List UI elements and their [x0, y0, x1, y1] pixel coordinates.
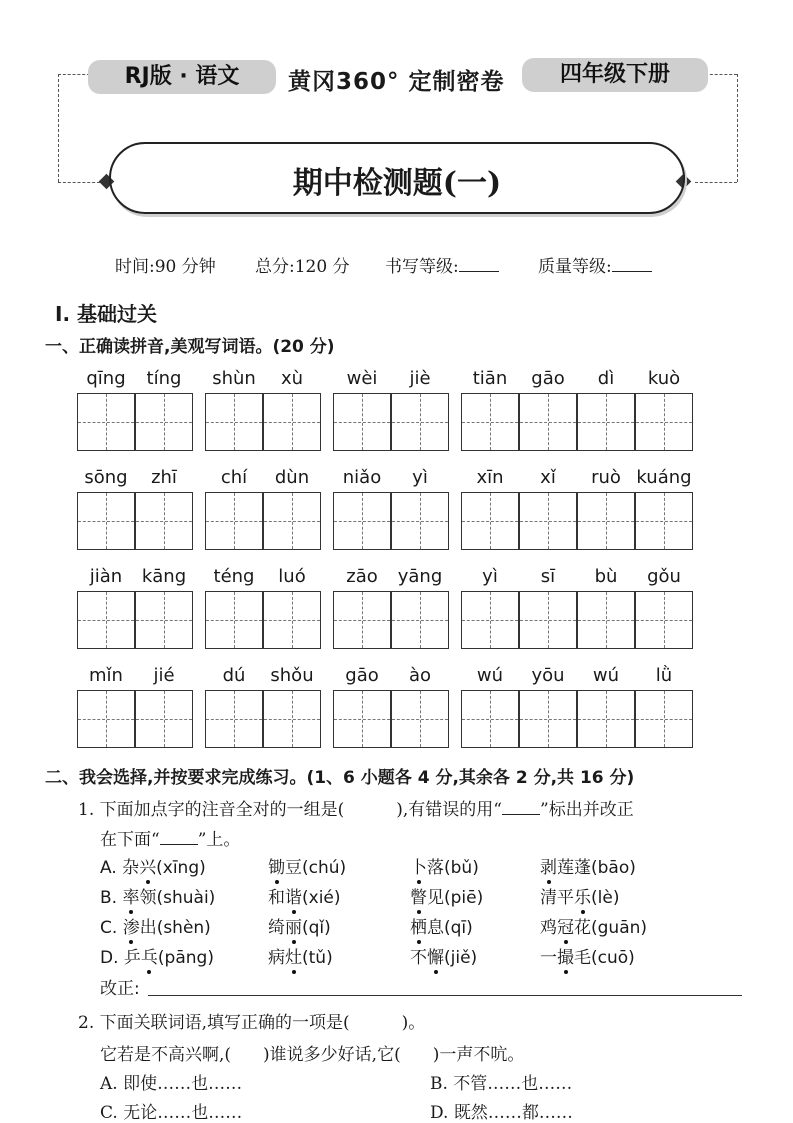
dotted-char: 渗 [122, 918, 140, 938]
pinyin-label: sōng [84, 467, 128, 488]
writing-box[interactable] [635, 591, 693, 649]
pinyin-label: sī [540, 566, 556, 587]
option-pinyin: (jiě) [444, 948, 478, 968]
writing-box[interactable] [135, 690, 193, 748]
writing-box[interactable] [461, 690, 519, 748]
q2-1-option-b[interactable] [100, 883, 215, 908]
dotted-char: 卜 [410, 858, 427, 878]
sentence-part-c: )一声不吭。 [432, 1045, 525, 1065]
q2-1-stem-part-e: ”上。 [197, 830, 241, 850]
q2-2-stem [78, 1008, 425, 1033]
option-word: 息 [427, 918, 444, 938]
writing-box[interactable] [205, 393, 263, 451]
dotted-char: 锄 [268, 858, 285, 878]
sentence-part-a: 它若是不高兴啊,( [100, 1045, 232, 1065]
q2-1-option-c[interactable] [100, 913, 211, 938]
writing-box[interactable] [519, 591, 577, 649]
option-label: B. [100, 888, 118, 908]
pinyin-label: zāo [346, 566, 378, 587]
writing-box[interactable] [135, 393, 193, 451]
writing-box[interactable] [205, 591, 263, 649]
q2-1-option-c-2 [268, 913, 331, 938]
pinyin-label: yāng [397, 566, 443, 587]
q2-1-option-b-4 [540, 883, 619, 908]
pinyin-label: yōu [531, 665, 565, 686]
option-pinyin: (piē) [444, 888, 484, 908]
sentence-part-b: )谁说多少好话,它( [263, 1045, 401, 1065]
pinyin-label: xù [280, 368, 304, 389]
pinyin-label: tíng [146, 368, 182, 389]
writing-box[interactable] [263, 591, 321, 649]
pinyin-label: ào [408, 665, 432, 686]
option-word: 杂 [122, 858, 140, 878]
pinyin-label: wèi [346, 368, 378, 389]
pinyin-label: gāo [345, 665, 379, 686]
q2-2-option-c[interactable]: C. 无论……也…… [100, 1103, 243, 1123]
q2-2-option-d[interactable]: D. 既然……都…… [430, 1103, 573, 1123]
option-word: 和 [268, 888, 285, 908]
question-1-heading: 一、正确读拼音,美观写词语。(20 分) [45, 337, 335, 357]
option-pinyin: (xié) [302, 888, 341, 908]
option-pinyin: (bāo) [591, 858, 636, 878]
writing-box[interactable] [635, 492, 693, 550]
writing-box[interactable] [263, 492, 321, 550]
q2-1-option-b-3 [410, 883, 483, 908]
dotted-char: 灶 [285, 948, 302, 968]
dotted-char: 乓 [140, 948, 158, 968]
option-word: 花 [574, 918, 591, 938]
pinyin-label: zhī [151, 467, 177, 488]
writing-box[interactable] [577, 393, 635, 451]
pinyin-label: yì [482, 566, 498, 587]
section-title: Ⅰ. 基础过关 [55, 302, 158, 326]
quality-grade-blank[interactable] [612, 255, 652, 272]
option-word: 豆 [285, 858, 302, 878]
pinyin-label: wú [592, 665, 620, 686]
writing-box[interactable] [77, 690, 135, 748]
writing-box[interactable] [519, 690, 577, 748]
option-word: 莲蓬 [557, 858, 591, 878]
pinyin-label: chí [220, 467, 248, 488]
option-pinyin: (shuài) [156, 888, 216, 908]
option-pinyin: (qǐ) [302, 918, 331, 938]
option-word: 鸡 [540, 918, 557, 938]
pinyin-label: bù [594, 566, 618, 587]
writing-box[interactable] [391, 492, 449, 550]
q2-1-option-c-3 [410, 913, 473, 938]
option-word: 毛 [574, 948, 591, 968]
q2-1-option-a-3 [410, 853, 479, 878]
pinyin-label: tiān [472, 368, 508, 389]
q2-2-stem-part-b: )。 [401, 1013, 426, 1033]
header-dash-left-bottom [58, 182, 100, 183]
writing-box[interactable] [77, 591, 135, 649]
option-word: 乒 [123, 948, 141, 968]
dotted-char: 剥 [540, 858, 557, 878]
writing-box[interactable] [205, 690, 263, 748]
q2-1-option-c-4 [540, 913, 647, 938]
option-pinyin: (qī) [444, 918, 473, 938]
writing-box[interactable] [461, 492, 519, 550]
dotted-char: 兴 [139, 858, 157, 878]
writing-box[interactable] [333, 591, 391, 649]
q2-1-stem-part-c: ”标出并改正 [540, 800, 634, 820]
dotted-char: 懈 [427, 948, 444, 968]
dotted-char: 撮 [557, 948, 574, 968]
quality-grade-label: 质量等级: [538, 257, 612, 277]
pinyin-label: kāng [141, 566, 187, 587]
writing-box[interactable] [461, 393, 519, 451]
q2-1-option-a-2 [268, 853, 346, 878]
pinyin-label: jiàn [89, 566, 123, 587]
dotted-char: 冠 [557, 918, 574, 938]
pinyin-label: qīng [86, 368, 126, 389]
q2-2-sentence [100, 1040, 524, 1065]
writing-box[interactable] [391, 393, 449, 451]
pinyin-label: shùn [212, 368, 256, 389]
header-dash-left-vert [58, 74, 59, 182]
dotted-char: 率 [122, 888, 140, 908]
q2-1-stem-part-a: 1. 下面加点字的注音全对的一组是( [78, 800, 345, 820]
page-title: 期中检测题(一) [292, 166, 502, 201]
option-pinyin: (shèn) [156, 918, 211, 938]
q2-1-stem-part-b: ),有错误的用“ [396, 800, 502, 820]
time-limit: 时间:90 分钟 [115, 257, 216, 277]
option-pinyin: (pāng) [157, 948, 214, 968]
writing-box[interactable] [135, 492, 193, 550]
option-pinyin: (tǔ) [302, 948, 333, 968]
header-dash-right-vert [737, 74, 738, 182]
dotted-char: 瞥 [410, 888, 427, 908]
q2-2-option-a[interactable]: A. 即使……也…… [100, 1074, 243, 1094]
correction-line[interactable] [148, 995, 742, 996]
writing-box[interactable] [263, 393, 321, 451]
writing-box[interactable] [333, 492, 391, 550]
writing-box[interactable] [635, 690, 693, 748]
question-2-heading: 二、我会选择,并按要求完成练习。(1、6 小题各 4 分,其余各 2 分,共 16 分) [45, 768, 635, 788]
q2-2-option-b[interactable]: B. 不管……也…… [430, 1074, 573, 1094]
writing-box[interactable] [577, 492, 635, 550]
pinyin-label: gǒu [647, 566, 681, 587]
header-dash-right-top [705, 74, 737, 75]
writing-box[interactable] [635, 393, 693, 451]
writing-box[interactable] [333, 690, 391, 748]
option-label: D. [100, 948, 119, 968]
q2-1-stem-line2 [100, 825, 240, 850]
option-word: 病 [268, 948, 285, 968]
pinyin-label: yì [412, 467, 428, 488]
writing-box[interactable] [391, 690, 449, 748]
pinyin-label: kuáng [636, 467, 692, 488]
writing-box[interactable] [577, 591, 635, 649]
option-pinyin: (cuō) [591, 948, 635, 968]
pinyin-label: luó [278, 566, 306, 587]
option-pinyin: (xīng) [156, 858, 206, 878]
writing-grade-label: 书写等级: [385, 257, 459, 277]
q2-1-option-a-4 [540, 853, 636, 878]
option-word: 出 [139, 918, 157, 938]
writing-box[interactable] [461, 591, 519, 649]
writing-box[interactable] [577, 690, 635, 748]
q2-1-option-d-4 [540, 943, 635, 968]
q2-1-correct-blank [160, 828, 198, 845]
option-word: 一 [540, 948, 557, 968]
writing-box[interactable] [519, 492, 577, 550]
q2-2-stem-part-a: 2. 下面关联词语,填写正确的一项是( [78, 1013, 350, 1033]
option-word: 落 [427, 858, 444, 878]
writing-box[interactable] [77, 492, 135, 550]
header-dash-right-bottom [695, 182, 737, 183]
option-word: 不 [410, 948, 427, 968]
title-frame [109, 142, 685, 214]
writing-grade [385, 252, 499, 277]
pinyin-label: ruò [591, 467, 621, 488]
q2-1-stem-part-d: 在下面“ [100, 830, 160, 850]
q2-1-stem [78, 795, 634, 820]
writing-box[interactable] [263, 690, 321, 748]
pinyin-label: jié [153, 665, 175, 686]
q2-1-option-d-2 [268, 943, 333, 968]
header-dash-left-top [58, 74, 90, 75]
option-pinyin: (lè) [591, 888, 620, 908]
option-label: A. [100, 858, 117, 878]
option-word: 领 [139, 888, 157, 908]
edition-badge: RJ版 · 语文 [88, 60, 276, 94]
pinyin-label: xǐ [540, 467, 556, 488]
pinyin-label: kuò [647, 368, 681, 389]
pinyin-label: dì [597, 368, 615, 389]
pinyin-label: mǐn [89, 665, 123, 686]
option-pinyin: (chú) [302, 858, 347, 878]
dotted-char: 乐 [574, 888, 591, 908]
option-pinyin: (bǔ) [444, 858, 479, 878]
grade-badge: 四年级下册 [522, 58, 708, 92]
option-label: C. [100, 918, 118, 938]
correction-label: 改正: [100, 979, 140, 999]
q2-1-option-b-2 [268, 883, 341, 908]
q2-1-option-d-3 [410, 943, 477, 968]
pinyin-label: dùn [274, 467, 310, 488]
pinyin-label: lǜ [655, 665, 673, 686]
q2-1-mark-blank [502, 798, 540, 815]
quality-grade [538, 252, 652, 277]
pinyin-label: téng [213, 566, 255, 587]
pinyin-label: niǎo [342, 467, 382, 488]
pinyin-label: xīn [476, 467, 504, 488]
dotted-char: 谐 [285, 888, 302, 908]
option-word: 绮 [268, 918, 285, 938]
pinyin-label: wú [476, 665, 504, 686]
option-word: 见 [427, 888, 444, 908]
brand-title: 黄冈360° 定制密卷 [288, 69, 505, 95]
pinyin-label: dú [222, 665, 246, 686]
option-pinyin: (guān) [591, 918, 648, 938]
pinyin-label: gāo [531, 368, 565, 389]
writing-box[interactable] [519, 393, 577, 451]
writing-box[interactable] [205, 492, 263, 550]
q2-1-option-a[interactable] [100, 853, 206, 878]
total-score: 总分:120 分 [255, 257, 350, 277]
writing-box[interactable] [391, 591, 449, 649]
pinyin-label: shǒu [270, 665, 314, 686]
writing-box[interactable] [135, 591, 193, 649]
writing-grade-blank[interactable] [459, 255, 499, 272]
pinyin-label: jiè [409, 368, 431, 389]
dotted-char: 栖 [410, 918, 427, 938]
dotted-char: 丽 [285, 918, 302, 938]
option-word: 清平 [540, 888, 574, 908]
writing-box[interactable] [333, 393, 391, 451]
writing-box[interactable] [77, 393, 135, 451]
q2-1-option-d[interactable] [100, 943, 214, 968]
